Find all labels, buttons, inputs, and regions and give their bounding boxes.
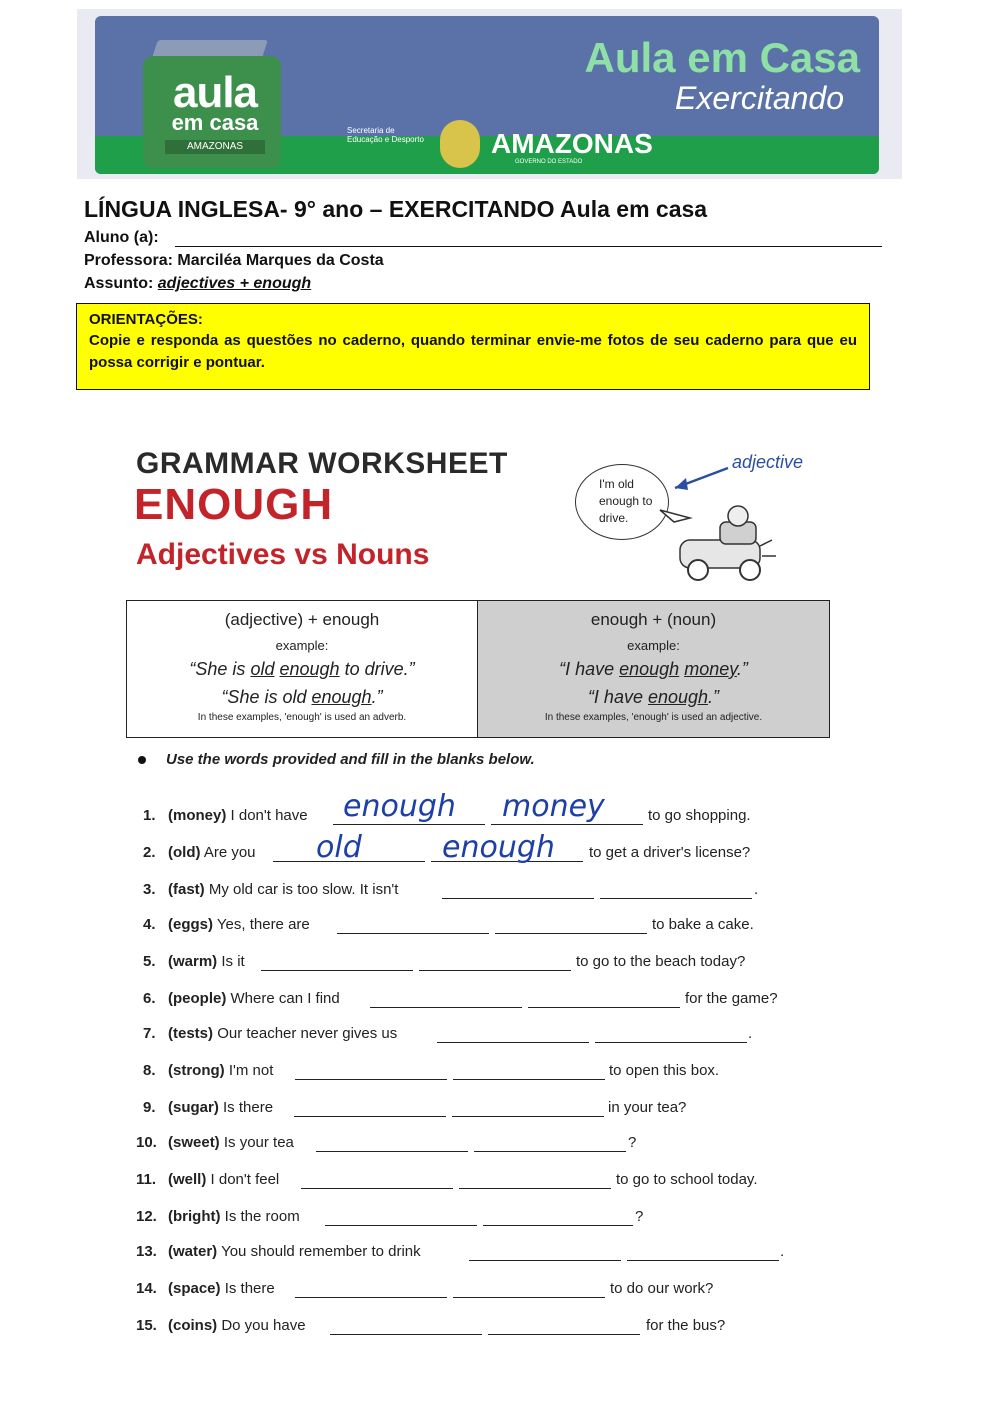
cell-note: In these examples, 'enough' is used an adverb. — [197, 712, 407, 723]
orientacoes-body: Copie e responda as questões no caderno, quando terminar envie-me fotos de seu caderno para que eu possa corrigir e pontuar. — [89, 332, 857, 371]
handwritten-answer: enough — [343, 789, 456, 824]
car-illustration-icon — [650, 460, 830, 590]
answer-blank[interactable] — [453, 1079, 605, 1080]
answer-blank[interactable] — [333, 824, 485, 825]
answer-blank[interactable] — [437, 1042, 589, 1043]
assunto-label: Assunto: — [84, 275, 154, 292]
state-name: AMAZONAS — [491, 128, 653, 159]
handwritten-answer: money — [502, 789, 605, 824]
answer-blank[interactable] — [295, 1297, 447, 1298]
answer-blank[interactable] — [419, 970, 571, 971]
answer-blank[interactable] — [325, 1225, 477, 1226]
example-sentence-1: “She is old enough to drive.” — [189, 659, 415, 679]
governo-label: GOVERNO DO ESTADO — [515, 159, 583, 165]
answer-blank[interactable] — [528, 1007, 680, 1008]
enough-noun-cell — [477, 601, 829, 737]
cell-heading: (adjective) + enough — [224, 610, 380, 629]
bubble-text: I'm old enough to drive. — [599, 477, 653, 525]
instruction: Use the words provided and fill in the blanks below. — [166, 751, 535, 768]
example-sentence-1: “I have enough money.” — [559, 659, 748, 679]
aluno-blank-line — [175, 246, 882, 247]
answer-blank[interactable] — [627, 1260, 779, 1261]
cell-example-label: example: — [275, 638, 329, 653]
answer-blank[interactable] — [453, 1297, 605, 1298]
aluno-label: Aluno (a): — [84, 229, 159, 246]
answer-blank[interactable] — [370, 1007, 522, 1008]
worksheet-title: GRAMMAR WORKSHEET — [136, 447, 508, 480]
example-sentence-2: “She is old enough.” — [221, 687, 383, 707]
answer-blank[interactable] — [488, 1334, 640, 1335]
adjective-enough-cell — [127, 601, 477, 737]
orientacoes-box — [76, 303, 870, 390]
answer-blank[interactable] — [459, 1188, 611, 1189]
logo-amazonas: AMAZONAS — [165, 140, 265, 154]
answer-blank[interactable] — [301, 1188, 453, 1189]
worksheet-subtitle: Adjectives vs Nouns — [136, 538, 430, 571]
answer-blank[interactable] — [316, 1151, 468, 1152]
answer-blank[interactable] — [469, 1260, 621, 1261]
cell-note: In these examples, 'enough' is used an adjective. — [544, 712, 763, 723]
answer-blank[interactable] — [295, 1079, 447, 1080]
logo-aula: aula — [172, 68, 258, 117]
example-sentence-2: “I have enough.” — [587, 687, 720, 707]
professora-label: Professora: Marciléa Marques da Costa — [84, 252, 384, 269]
adjective-label: adjective — [732, 452, 804, 472]
answer-blank[interactable] — [452, 1116, 604, 1117]
cell-heading: enough + (noun) — [590, 610, 717, 629]
answer-blank[interactable] — [600, 898, 752, 899]
answer-blank[interactable] — [595, 1042, 747, 1043]
answer-blank[interactable] — [337, 933, 489, 934]
answer-blank[interactable] — [483, 1225, 633, 1226]
worksheet-enough: ENOUGH — [134, 480, 334, 529]
page-title: LÍNGUA INGLESA- 9° ano – EXERCITANDO Aula em casa — [84, 196, 708, 222]
banner-subtitle: Exercitando — [675, 80, 844, 116]
bullet-icon — [138, 756, 146, 764]
assunto-value: adjectives + enough — [157, 275, 312, 292]
logo-em-casa: em casa — [171, 110, 259, 135]
banner-title: Aula em Casa — [584, 34, 860, 81]
answer-blank[interactable] — [474, 1151, 626, 1152]
handwritten-answer: old — [316, 830, 362, 865]
answer-blank[interactable] — [442, 898, 594, 899]
orientacoes-heading: ORIENTAÇÕES: — [89, 311, 203, 328]
answer-blank[interactable] — [495, 933, 647, 934]
answer-blank[interactable] — [294, 1116, 446, 1117]
explanation-table — [126, 600, 830, 738]
banner — [95, 16, 879, 174]
handwritten-answer: enough — [442, 830, 555, 865]
assunto — [84, 275, 311, 293]
answer-blank[interactable] — [491, 824, 643, 825]
answer-blank[interactable] — [330, 1334, 482, 1335]
answer-blank[interactable] — [261, 970, 413, 971]
cell-example-label: example: — [627, 638, 680, 653]
secretaria-label: Secretaria de Educação e Desporto — [347, 126, 424, 144]
state-seal-icon — [440, 120, 480, 168]
